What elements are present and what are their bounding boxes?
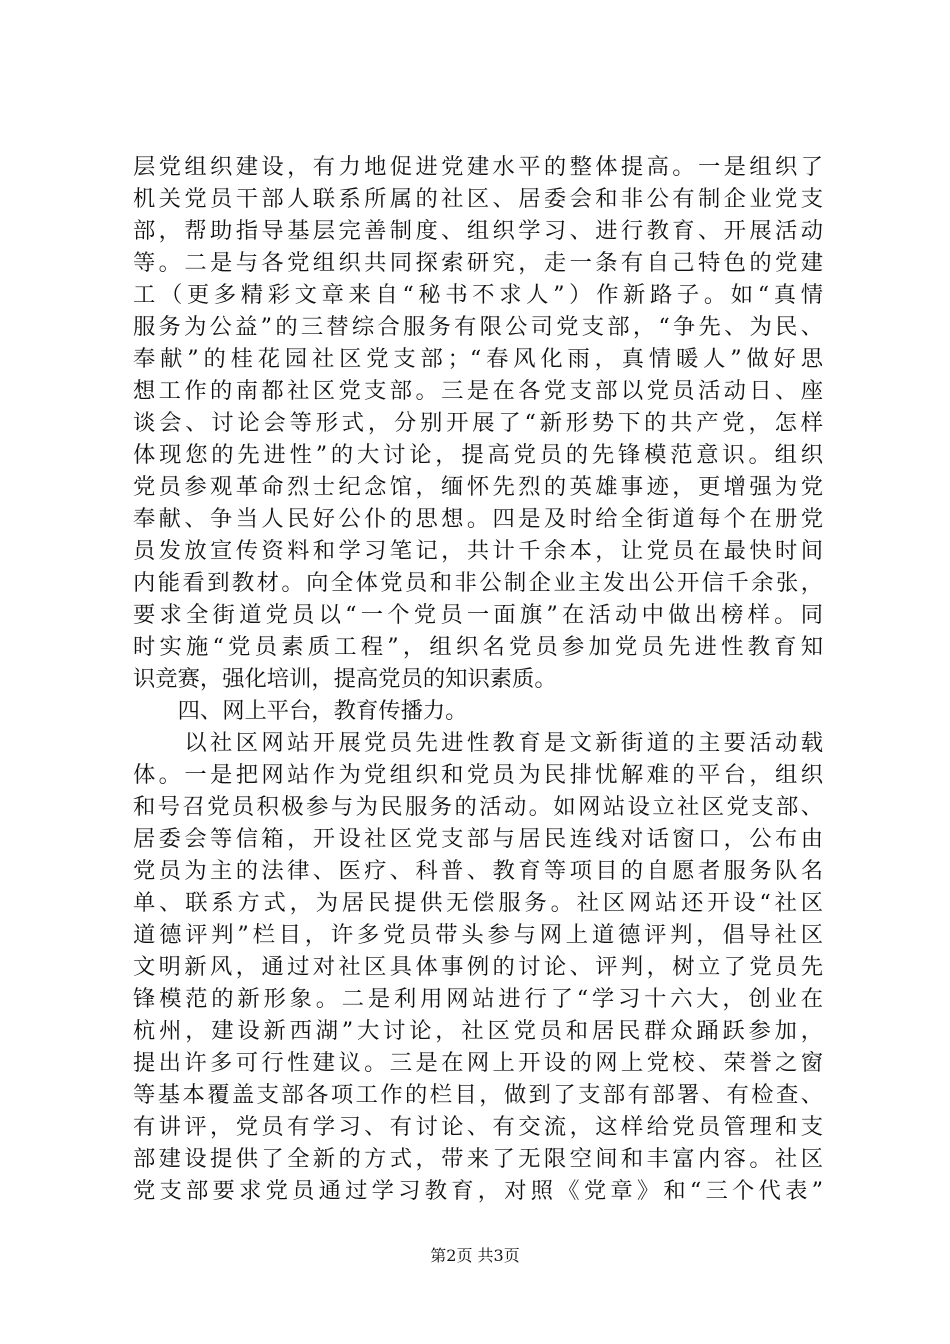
paragraph-line: 想工作的南都社区党支部。三是在各党支部以党员活动日、座 bbox=[133, 378, 823, 404]
document-body bbox=[133, 151, 823, 1207]
paragraph-line: 体。一是把网站作为党组织和党员为民排忧解难的平台，组织 bbox=[133, 762, 823, 788]
paragraph-line: 居委会等信箱，开设社区党支部与居民连线对话窗口，公布由 bbox=[133, 826, 823, 852]
paragraph-line: 杭州，建设新西湖”大讨论，社区党员和居民群众踊跃参加， bbox=[133, 1018, 823, 1044]
paragraph-line: 部，帮助指导基层完善制度、组织学习、进行教育、开展活动 bbox=[133, 218, 823, 244]
paragraph-line: 机关党员干部人联系所属的社区、居委会和非公有制企业党支 bbox=[133, 186, 823, 212]
paragraph-line: 以社区网站开展党员先进性教育是文新街道的主要活动载 bbox=[133, 730, 823, 756]
paragraph-line: 党员为主的法律、医疗、科普、教育等项目的自愿者服务队名 bbox=[133, 858, 823, 884]
paragraph-line: 和号召党员积极参与为民服务的活动。如网站设立社区党支部、 bbox=[133, 794, 823, 820]
paragraph-line: 奉献、争当人民好公仆的思想。四是及时给全街道每个在册党 bbox=[133, 506, 823, 532]
paragraph-line: 部建设提供了全新的方式，带来了无限空间和丰富内容。社区 bbox=[133, 1146, 823, 1172]
paragraph-line: 层党组织建设，有力地促进党建水平的整体提高。一是组织了 bbox=[133, 154, 823, 180]
paragraph-line: 体现您的先进性”的大讨论，提高党员的先锋模范意识。组织 bbox=[133, 442, 823, 468]
paragraph-line: 党支部要求党员通过学习教育，对照《党章》和“三个代表” bbox=[133, 1178, 823, 1204]
paragraph-line: 奉献”的桂花园社区党支部；“春风化雨，真情暖人”做好思 bbox=[133, 346, 823, 372]
paragraph-line: 有讲评，党员有学习、有讨论、有交流，这样给党员管理和支 bbox=[133, 1114, 823, 1140]
paragraph-line: 党员参观革命烈士纪念馆，缅怀先烈的英雄事迹，更增强为党 bbox=[133, 474, 823, 500]
paragraph-line: 服务为公益”的三替综合服务有限公司党支部，“争先、为民、 bbox=[133, 314, 823, 340]
paragraph-line: 员发放宣传资料和学习笔记，共计千余本，让党员在最快时间 bbox=[133, 538, 823, 564]
paragraph-line: 内能看到教材。向全体党员和非公制企业主发出公开信千余张， bbox=[133, 570, 823, 596]
paragraph-line: 谈会、讨论会等形式，分别开展了“新形势下的共产党，怎样 bbox=[133, 410, 823, 436]
paragraph-line: 工（更多精彩文章来自“秘书不求人”）作新路子。如“真情 bbox=[133, 282, 823, 308]
page-footer: 第2页 共3页 bbox=[430, 1246, 520, 1265]
paragraph-line: 文明新风，通过对社区具体事例的讨论、评判，树立了党员先 bbox=[133, 954, 823, 980]
paragraph-line: 识竞赛，强化培训，提高党员的知识素质。 bbox=[133, 666, 557, 692]
paragraph-line: 时实施“党员素质工程”，组织名党员参加党员先进性教育知 bbox=[133, 634, 823, 660]
paragraph-line: 道德评判”栏目，许多党员带头参与网上道德评判，倡导社区 bbox=[133, 922, 823, 948]
paragraph-line: 等。二是与各党组织共同探索研究，走一条有自己特色的党建 bbox=[133, 250, 823, 276]
paragraph-line: 单、联系方式，为居民提供无偿服务。社区网站还开设“社区 bbox=[133, 890, 823, 916]
paragraph-line: 要求全街道党员以“一个党员一面旗”在活动中做出榜样。同 bbox=[133, 602, 823, 628]
paragraph-line: 锋模范的新形象。二是利用网站进行了“学习十六大，创业在 bbox=[133, 986, 823, 1012]
paragraph-line: 提出许多可行性建议。三是在网上开设的网上党校、荣誉之窗 bbox=[133, 1050, 823, 1076]
paragraph-line: 等基本覆盖支部各项工作的栏目，做到了支部有部署、有检查、 bbox=[133, 1082, 823, 1108]
section-heading: 四、网上平台，教育传播力。 bbox=[133, 698, 468, 724]
